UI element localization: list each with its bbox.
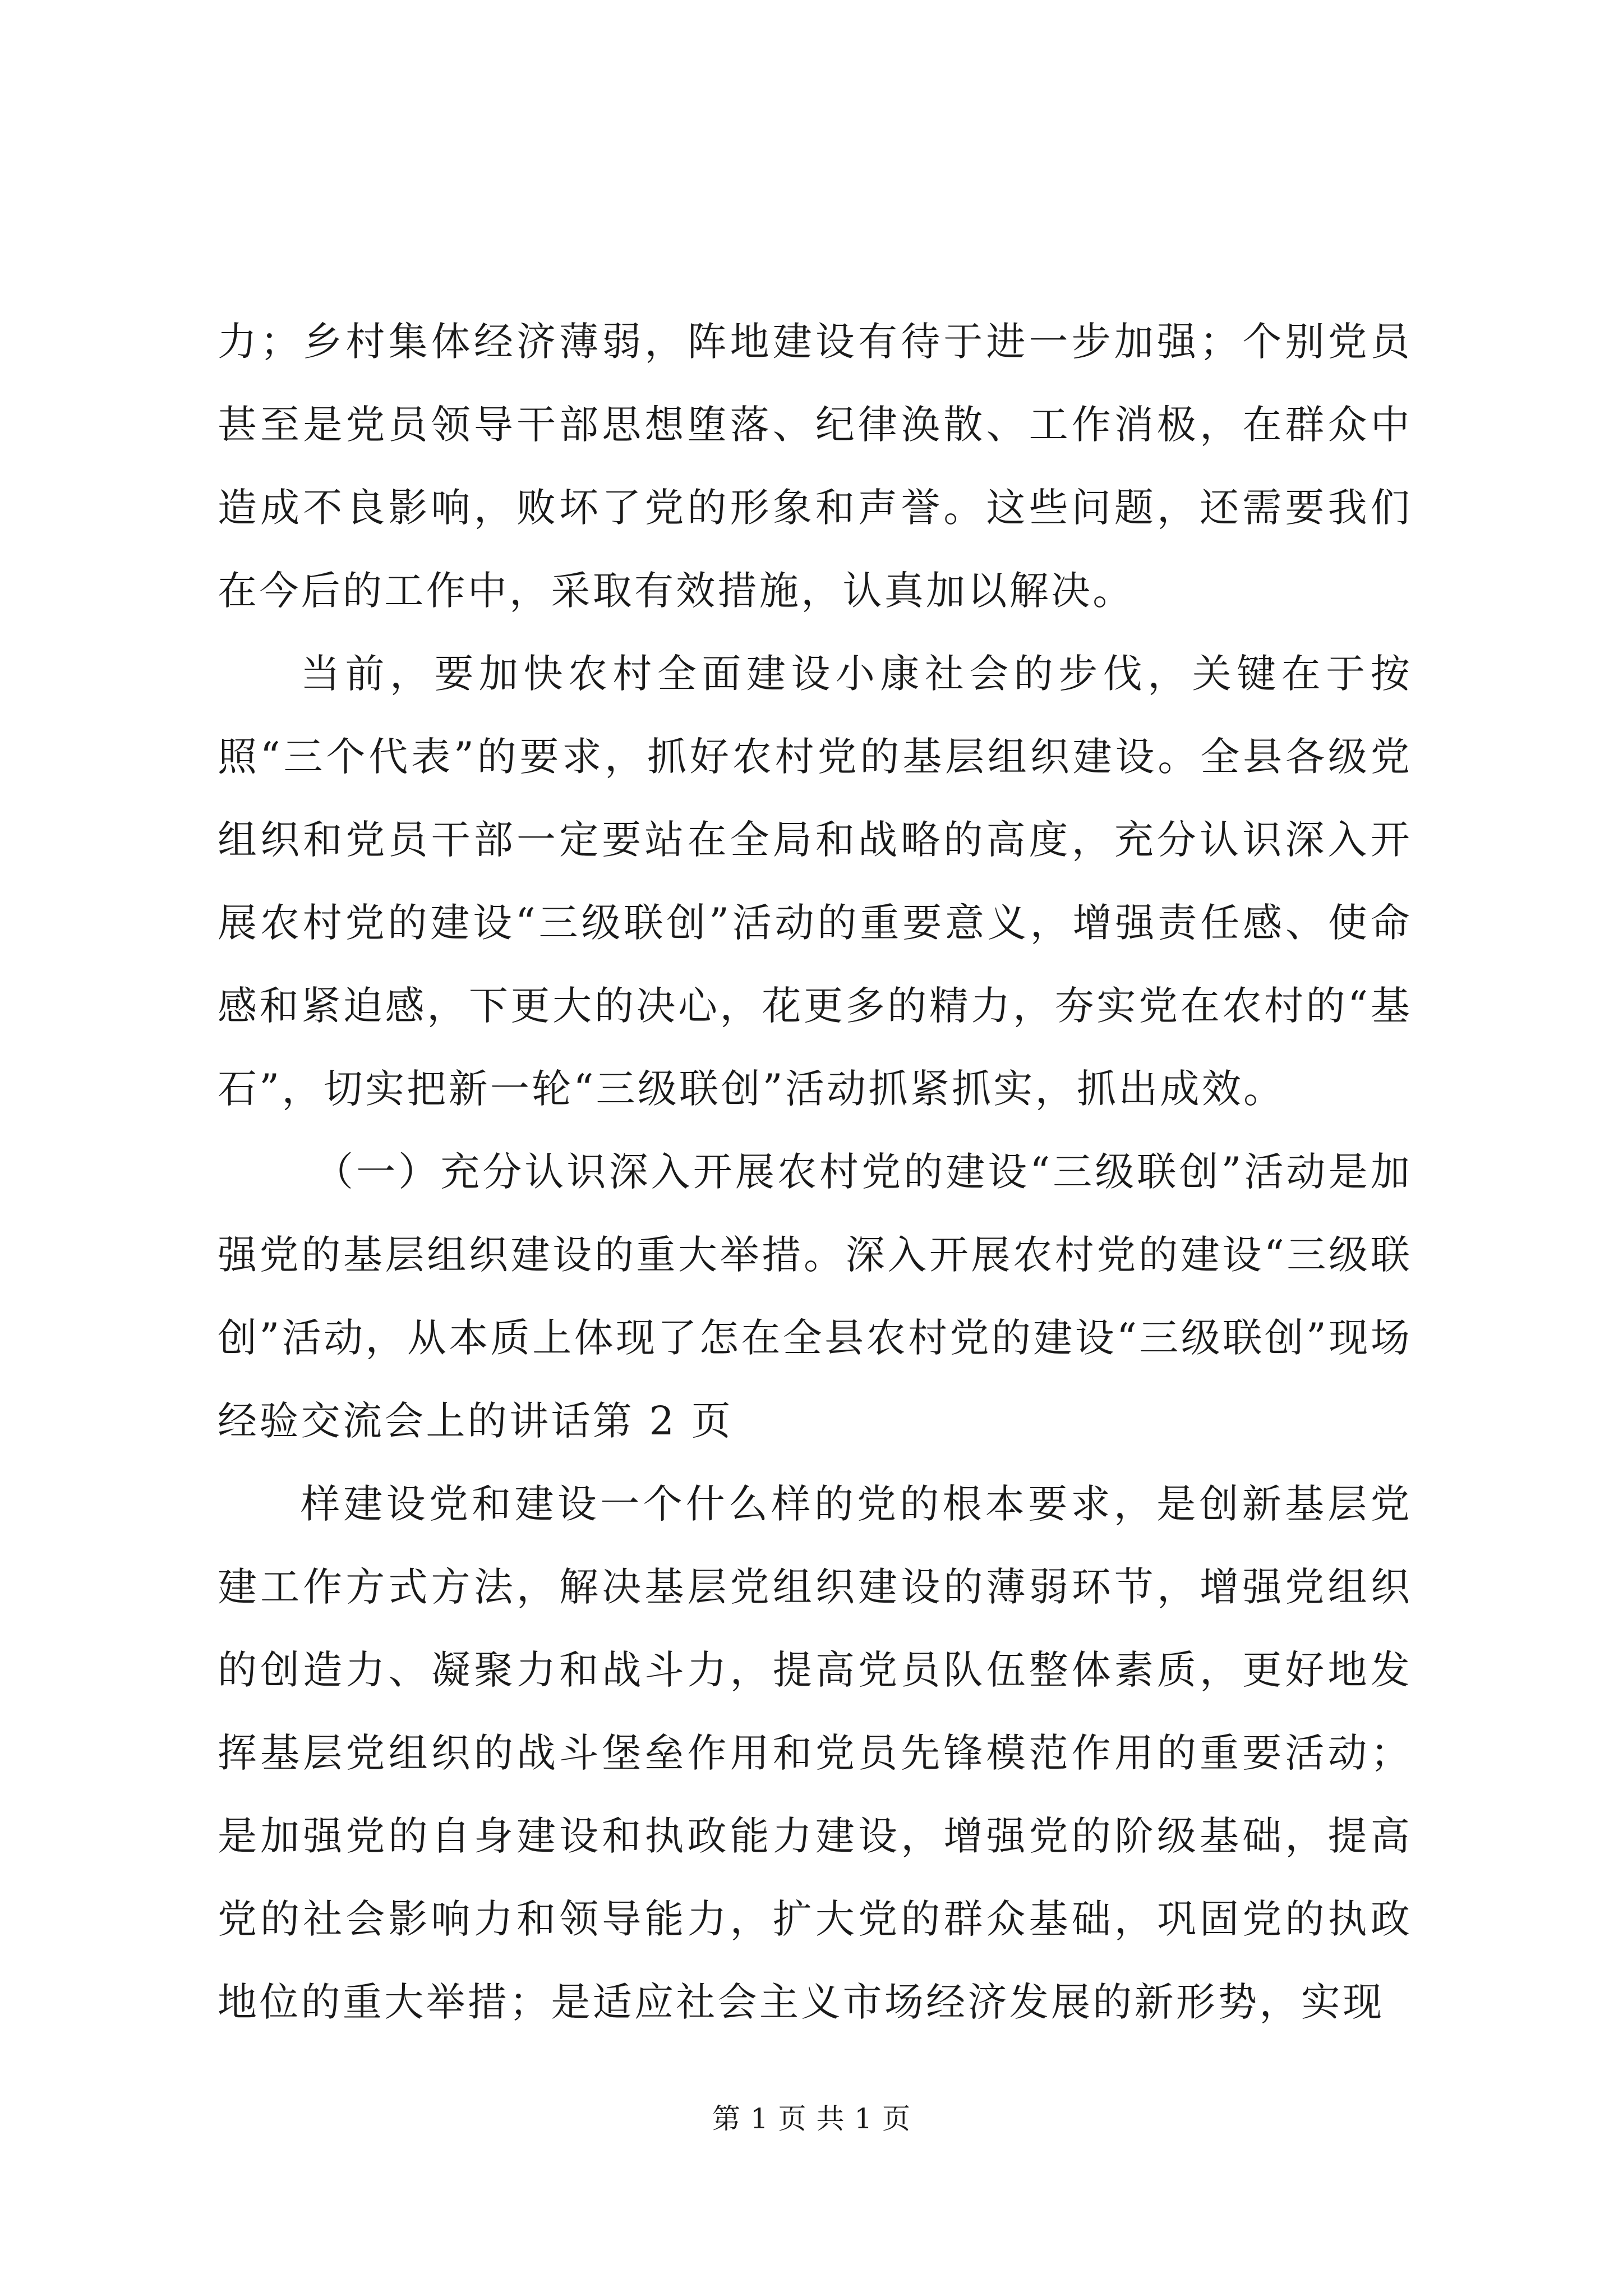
document-body [218,300,1412,2044]
page-footer: 第 1 页 共 1 页 [712,2102,911,2135]
paragraph-section-one-continued: 样建设党和建设一个什么样的党的根本要求，是创新基层党建工作方式方法，解决基层党组织建设的薄弱环节，增强党组织的创造力、凝聚力和战斗力，提高党员队伍整体素质，更好地发挥基层党组织的战斗堡垒作用和党员先锋模范作用的重要活动；是加强党的自身建设和执政能力建设，增强党的阶级基础，提高党的社会影响力和领导能力，扩大党的群众基础，巩固党的执政地位的重大举措；是适应社会主义市场经济发展的新形势，实现 [218,1481,1412,2025]
paragraph-continuation: 力；乡村集体经济薄弱，阵地建设有待于进一步加强；个别党员甚至是党员领导干部思想堕落、纪律涣散、工作消极，在群众中造成不良影响，败坏了党的形象和声誉。这些问题，还需要我们在今后的工作中，采取有效措施，认真加以解决。 [218,319,1412,614]
paragraph-current-task: 当前，要加快农村全面建设小康社会的步伐，关键在于按照“三个代表”的要求，抓好农村党的基层组织建设。全县各级党组织和党员干部一定要站在全局和战略的高度，充分认识深入开展农村党的建设“三级联创”活动的重要意义，增强责任感、使命感和紧迫感，下更大的决心，花更多的精力，夯实党在农村的“基石”，切实把新一轮“三级联创”活动抓紧抓实，抓出成效。 [218,651,1412,1112]
paragraph-section-one: （一）充分认识深入开展农村党的建设“三级联创”活动是加强党的基层组织建设的重大举措。深入开展农村党的建设“三级联创”活动，从本质上体现了怎在全县农村党的建设“三级联创”现场经验交流会上的讲话第 2 页 [218,1149,1412,1444]
